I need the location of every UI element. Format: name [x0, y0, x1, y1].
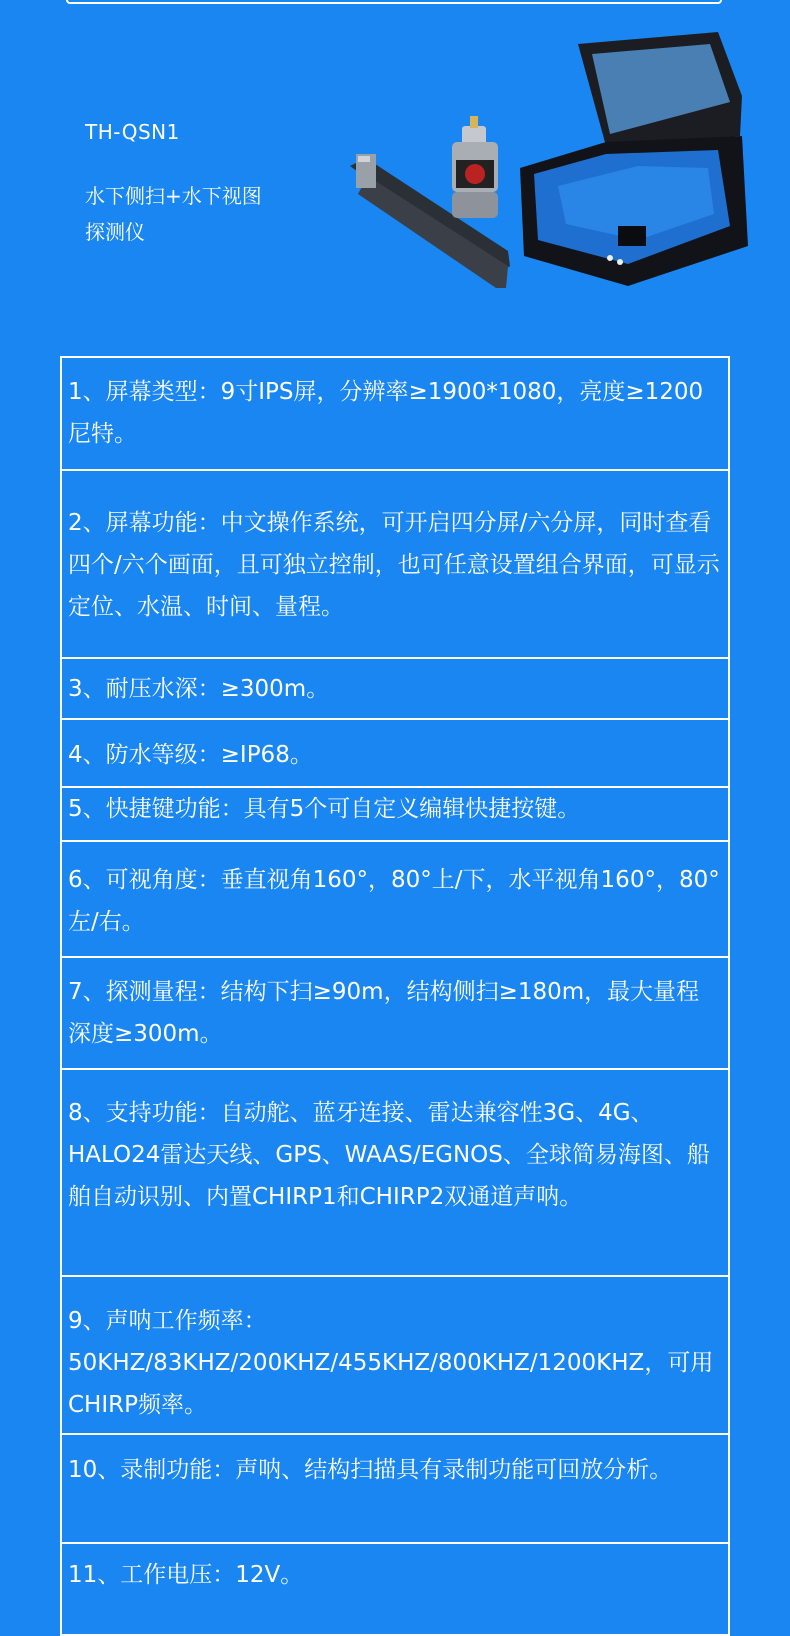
spec-row-pressure-depth: 3、耐压水深：≥300m。 [62, 659, 728, 720]
product-image [338, 26, 768, 306]
spec-row-sonar-frequency: 9、声呐工作频率：50KHZ/83KHZ/200KHZ/455KHZ/800KHZ/1200KHZ，可用CHIRP频率。 [62, 1277, 728, 1435]
spec-table [60, 356, 730, 1636]
spec-row-shortcut-keys: 5、快捷键功能：具有5个可自定义编辑快捷按键。 [62, 788, 728, 842]
spec-row-supported-functions: 8、支持功能：自动舵、蓝牙连接、雷达兼容性3G、4G、HALO24雷达天线、GPS、WAAS/EGNOS、全球简易海图、船舶自动识别、内置CHIRP1和CHIRP2双通道声呐。 [62, 1070, 728, 1277]
product-model: TH-QSN1 [85, 120, 180, 144]
product-name-line1: 水下侧扫+水下视图 [85, 184, 262, 208]
spec-row-detection-range: 7、探测量程：结构下扫≥90m，结构侧扫≥180m，最大量程深度≥300m。 [62, 958, 728, 1070]
spec-row-recording: 10、录制功能：声呐、结构扫描具有录制功能可回放分析。 [62, 1435, 728, 1544]
product-name-line2: 探测仪 [85, 220, 145, 244]
spec-row-viewing-angle: 6、可视角度：垂直视角160°，80°上/下，水平视角160°，80°左/右。 [62, 842, 728, 958]
spec-row-screen-function: 2、屏幕功能：中文操作系统，可开启四分屏/六分屏，同时查看四个/六个画面，且可独立控制，也可任意设置组合界面，可显示定位、水温、时间、量程。 [62, 471, 728, 659]
spec-row-waterproof: 4、防水等级：≥IP68。 [62, 720, 728, 788]
product-name [85, 178, 325, 250]
top-frame-edge [66, 0, 722, 4]
underwater-camera-image [452, 116, 498, 218]
spec-row-voltage: 11、工作电压：12V。 [68, 1562, 304, 1588]
spec-row-screen-type: 1、屏幕类型：9寸IPS屏，分辨率≥1900*1080，亮度≥1200尼特。 [62, 358, 728, 471]
rugged-case-image [520, 32, 748, 286]
